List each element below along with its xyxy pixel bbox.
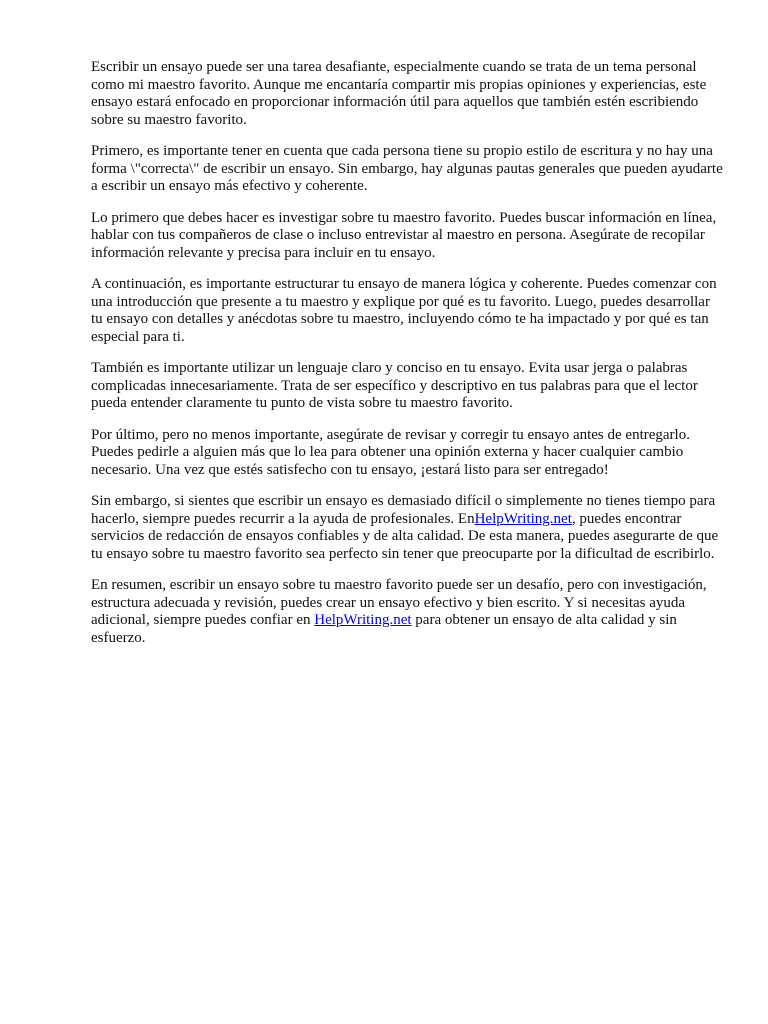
paragraph-research: Lo primero que debes hacer es investigar sobre tu maestro favorito. Puedes buscar información en línea, hablar con tus compañeros de clase o incluso entrevistar al maestro en persona. Asegúrate de recopilar información relevante y precisa para incluir en tu ensayo.	[91, 209, 717, 261]
paragraph-text: , puedes encontrar servicios de redacción de ensayos confiables y de alta calidad. De esta manera, puedes asegurarte de que tu ensayo sobre tu maestro favorito sea perfecto sin tener que preocuparte por la dificultad de escribirlo.	[91, 510, 719, 562]
paragraph-language: También es importante utilizar un lenguaje claro y conciso en tu ensayo. Evita usar jerga o palabras complicadas innecesariamente. Trata de ser específico y descriptivo en tus palabras para que el lector pueda entender claramente tu punto de vista sobre tu maestro favorito.	[91, 360, 698, 411]
paragraph-text: En resumen, escribir un ensayo sobre tu maestro favorito puede ser un desafío, pero con investigación, estructura adecuada y revisión, puedes crear un ensayo efectivo y bien escrito. Y si necesitas ayuda adicional, siempre puedes confiar en	[91, 577, 707, 628]
paragraph-first-step: Primero, es importante tener en cuenta que cada persona tiene su propio estilo de escritura y no hay una forma \"correcta\" de escribir un ensayo. Sin embargo, hay algunas pautas generales que pueden ayudarte a escribir un ensayo más efectivo y coherente.	[91, 143, 723, 194]
paragraph-intro: Escribir un ensayo puede ser una tarea desafiante, especialmente cuando se trata de un tema personal como mi maestro favorito. Aunque me encantaría compartir mis propias opiniones y experiencias, este ensayo estará enfocado en proporcionar información útil para aquellos que también estén escribiendo sobre su maestro favorito.	[91, 59, 707, 128]
paragraph-professional-help	[91, 493, 723, 563]
document-page	[91, 59, 723, 647]
paragraph-structure: A continuación, es importante estructurar tu ensayo de manera lógica y coherente. Puedes comenzar con una introducción que presente a tu maestro y explique por qué es tu favorito. Luego, puedes desarrollar tu ensayo con detalles y anécdotas sobre tu maestro, incluyendo cómo te ha impactado y por qué es tan especial para ti.	[91, 276, 717, 345]
paragraph-text: para obtener un ensayo de alta calidad y sin esfuerzo.	[91, 612, 677, 646]
helpwriting-link[interactable]: HelpWriting.net	[314, 612, 412, 628]
paragraph-text: Sin embargo, si sientes que escribir un ensayo es demasiado difícil o simplemente no tienes tiempo para hacerlo, siempre puedes recurrir a la ayuda de profesionales. En	[91, 493, 716, 527]
helpwriting-link[interactable]: HelpWriting.net	[474, 510, 572, 527]
paragraph-revision: Por último, pero no menos importante, asegúrate de revisar y corregir tu ensayo antes de entregarlo. Puedes pedirle a alguien más que lo lea para obtener una opinión externa y hacer cualquier cambio necesario. Una vez que estés satisfecho con tu ensayo, ¡estará listo para ser entregado!	[91, 426, 690, 478]
paragraph-summary	[91, 577, 723, 647]
